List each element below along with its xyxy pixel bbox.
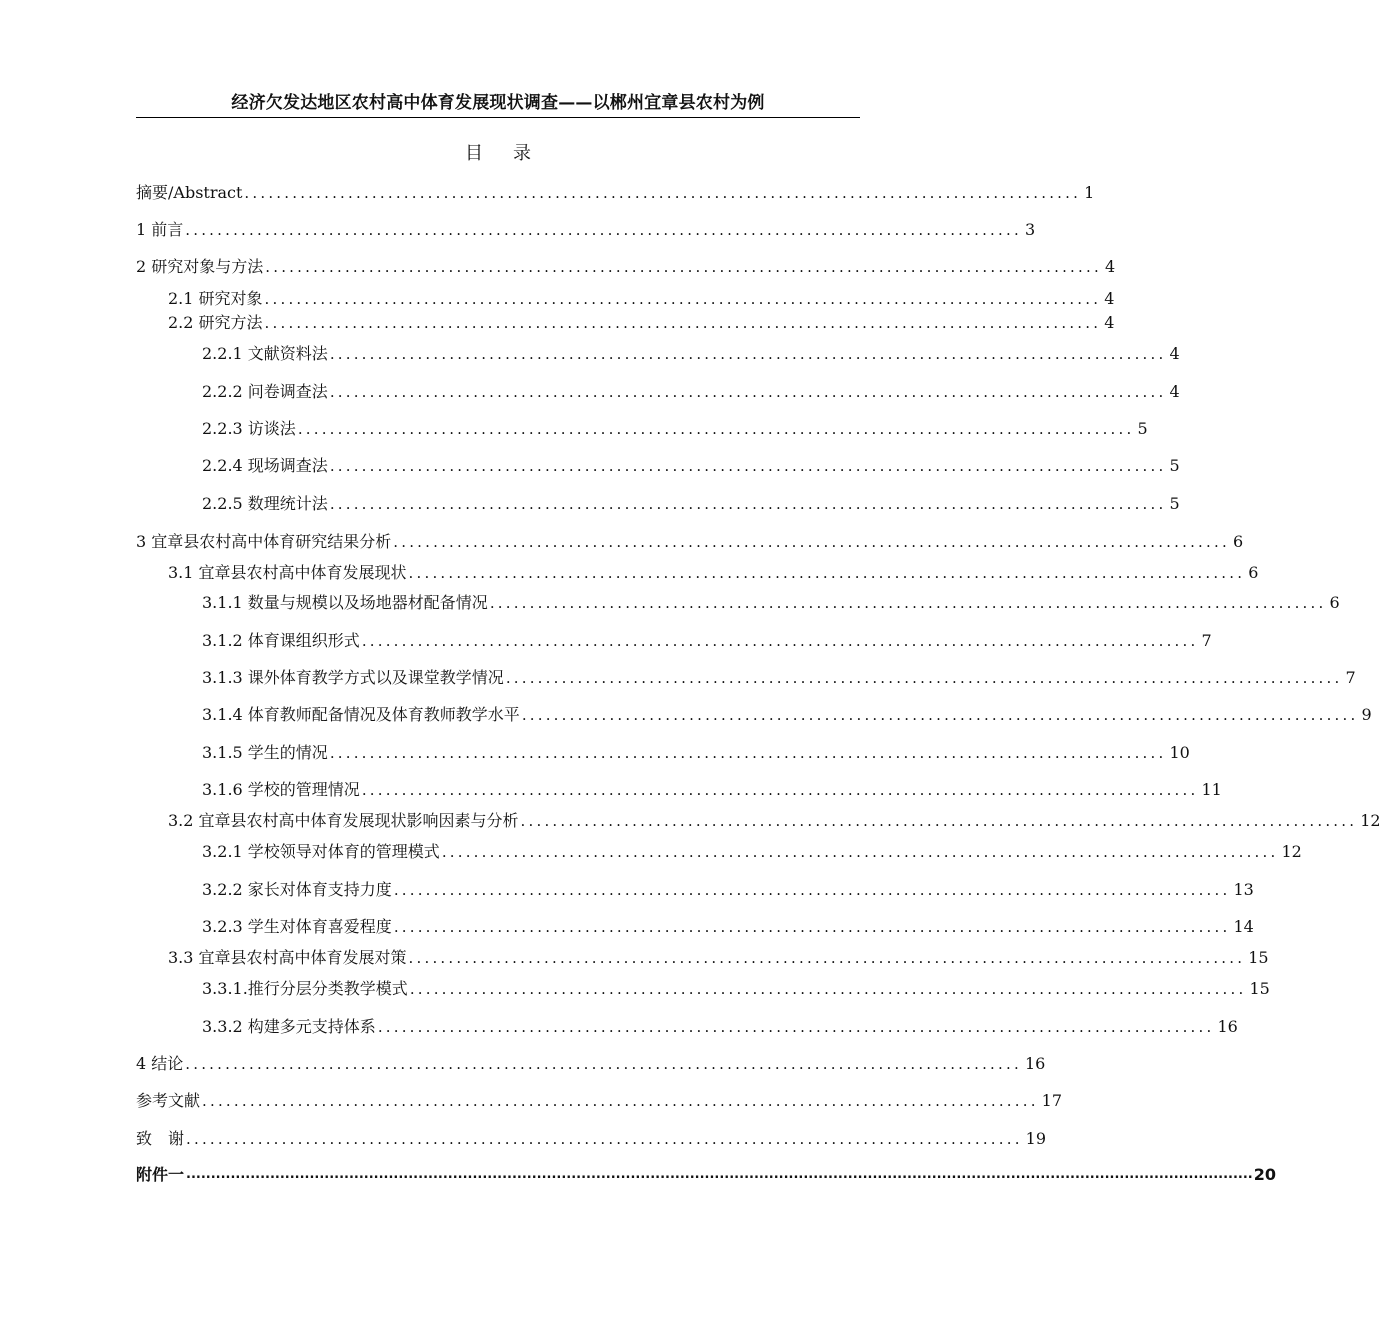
toc-entry-label: 3.1.2 体育课组织形式: [202, 631, 360, 650]
toc-entry-label: 3.1.1 数量与规模以及场地器材配备情况: [202, 593, 488, 612]
toc-entry-3-2-1[interactable]: [202, 839, 1302, 863]
toc-entry-2-2[interactable]: [168, 310, 1115, 334]
toc-entry-3-3-2[interactable]: [202, 1014, 1238, 1038]
toc-page-number: 4: [1169, 382, 1180, 401]
toc-entry-label: 3.2.1 学校领导对体育的管理模式: [202, 842, 440, 861]
toc-dot-leader: .........................................................................................................: [361, 632, 1199, 650]
toc-dot-leader: .........................................................................................................: [393, 881, 1231, 899]
toc-entry-label: 3 宜章县农村高中体育研究结果分析: [136, 532, 392, 551]
toc-dot-leader: .........................................................................................................: [505, 669, 1343, 687]
toc-entry-label: 3.3.1.推行分层分类教学模式: [202, 979, 408, 998]
toc-entry-4[interactable]: [136, 1051, 1046, 1075]
toc-entry-label: 附件一: [136, 1165, 185, 1184]
toc-entry-3-2-2[interactable]: [202, 877, 1254, 901]
toc-entry-abstract[interactable]: [136, 180, 1095, 204]
toc-page-number: 15: [1249, 979, 1270, 998]
toc-page-number: 9: [1361, 705, 1372, 724]
toc-entry-label: 参考文献: [136, 1091, 201, 1110]
toc-page-number: 12: [1360, 811, 1381, 830]
toc-entry-2-2-5[interactable]: [202, 491, 1180, 515]
toc-page-number: 1: [1084, 183, 1095, 202]
toc-entry-label: 摘要/Abstract: [136, 183, 243, 202]
toc-entry-3-1-3[interactable]: [202, 665, 1356, 689]
toc-entry-label: 4 结论: [136, 1054, 184, 1073]
toc-entry-label: 2.1 研究对象: [168, 289, 263, 308]
toc-page-number: 12: [1281, 842, 1302, 861]
toc-dot-leader: .........................................................................................................: [409, 980, 1247, 998]
toc-entry-label: 3.3 宜章县农村高中体育发展对策: [168, 948, 407, 967]
toc-dot-leader: .........................................................................................................: [393, 533, 1230, 551]
toc-page-number: 6: [1248, 563, 1259, 582]
toc-entry-1[interactable]: [136, 217, 1036, 241]
toc-dot-leader: .........................................................................................................: [329, 457, 1167, 475]
toc-entry-3-2[interactable]: [168, 808, 1381, 832]
toc-entry-label: 3.1 宜章县农村高中体育发展现状: [168, 563, 407, 582]
toc-entry-2-2-1[interactable]: [202, 341, 1180, 365]
toc-dot-leader: .........................................................................................................: [186, 1130, 1023, 1148]
toc-page-number: 10: [1169, 743, 1190, 762]
toc-page-number: 4: [1104, 257, 1116, 276]
toc-entry-2-2-2[interactable]: [202, 379, 1180, 403]
toc-entry-3[interactable]: [136, 529, 1244, 553]
toc-page-number: 20: [1253, 1165, 1276, 1184]
toc-entry-label: 3.1.3 课外体育教学方式以及课堂教学情况: [202, 668, 504, 687]
toc-dot-leader: .........................................................................................................: [361, 781, 1199, 799]
toc-dot-leader: .........................................................................................................: [264, 290, 1102, 308]
toc-dot-leader: .........................................................................................................: [408, 564, 1246, 582]
toc-entry-label: 2.2.5 数理统计法: [202, 494, 328, 513]
toc-page-number: 16: [1217, 1017, 1238, 1036]
toc-dot-leader: .........................................................................................................: [244, 184, 1082, 202]
toc-dot-leader: .........................................................................................................: [185, 1055, 1022, 1073]
toc-entry-label: 3.2.2 家长对体育支持力度: [202, 880, 392, 899]
toc-page-number: 14: [1233, 917, 1254, 936]
toc-page-number: 17: [1041, 1091, 1063, 1110]
toc-entry-3-3-1[interactable]: [202, 976, 1270, 1000]
toc-page-number: 3: [1024, 220, 1036, 239]
toc-page-number: 4: [1104, 289, 1115, 308]
toc-page-number: 7: [1201, 631, 1212, 650]
toc-dot-leader: .........................................................................................................: [329, 345, 1167, 363]
toc-page-number: 5: [1169, 494, 1180, 513]
toc-entry-appendix-1[interactable]: [136, 1162, 1276, 1186]
toc-entry-label: 3.2.3 学生对体育喜爱程度: [202, 917, 392, 936]
toc-page-number: 4: [1104, 313, 1115, 332]
toc-page-number: 19: [1025, 1129, 1047, 1148]
toc-entry-acknowledgements[interactable]: [136, 1126, 1047, 1150]
toc-entry-2-1[interactable]: [168, 286, 1115, 310]
toc-entry-3-1-2[interactable]: [202, 628, 1212, 652]
toc-entry-3-1-6[interactable]: [202, 777, 1222, 801]
toc-dot-leader: .........................................................................................................: [489, 594, 1327, 612]
toc-page-number: 16: [1024, 1054, 1046, 1073]
toc-page-number: 11: [1201, 780, 1222, 799]
toc-entry-2-2-4[interactable]: [202, 453, 1180, 477]
toc-dot-leader: .........................................................................................................: [329, 744, 1167, 762]
toc-entry-label: 3.1.4 体育教师配备情况及体育教师教学水平: [202, 705, 520, 724]
toc-entry-label: 3.3.2 构建多元支持体系: [202, 1017, 376, 1036]
toc-entry-3-1-4[interactable]: [202, 702, 1372, 726]
toc-dot-leader: .........................................................................................................: [521, 706, 1359, 724]
toc-entry-2[interactable]: [136, 254, 1116, 278]
toc-heading: 目录: [465, 143, 561, 164]
toc-entry-label: 3.1.5 学生的情况: [202, 743, 328, 762]
toc-entry-3-1[interactable]: [168, 560, 1259, 584]
toc-page-number: 5: [1137, 419, 1148, 438]
toc-entry-3-2-3[interactable]: [202, 914, 1254, 938]
toc-dot-leader: .........................................................................................................: [520, 812, 1358, 830]
toc-dot-leader: .........................................................................................................: [377, 1018, 1215, 1036]
toc-entry-label: 3.1.6 学校的管理情况: [202, 780, 360, 799]
toc-entry-label: 2.2 研究方法: [168, 313, 263, 332]
toc-entry-references[interactable]: [136, 1088, 1063, 1112]
header-rule: [136, 117, 860, 118]
toc-entry-label: 2 研究对象与方法: [136, 257, 264, 276]
toc-page-number: 13: [1233, 880, 1254, 899]
toc-page-number: 6: [1329, 593, 1340, 612]
document-header-title: 经济欠发达地区农村高中体育发展现状调查——以郴州宜章县农村为例: [231, 93, 765, 113]
toc-dot-leader: .........................................................................................................: [329, 495, 1167, 513]
toc-entry-label: 1 前言: [136, 220, 184, 239]
toc-dot-leader: .........................................................................................................: [264, 314, 1102, 332]
toc-entry-2-2-3[interactable]: [202, 416, 1148, 440]
toc-page-number: 7: [1345, 668, 1356, 687]
toc-entry-label: 2.2.2 问卷调查法: [202, 382, 328, 401]
toc-dot-leader: .........................................................................................................: [329, 383, 1167, 401]
toc-page-number: 15: [1248, 948, 1269, 967]
toc-entry-label: 2.2.4 现场调查法: [202, 456, 328, 475]
toc-dot-leader: .........................................................................................................: [265, 258, 1102, 276]
toc-entry-label: 3.2 宜章县农村高中体育发展现状影响因素与分析: [168, 811, 519, 830]
toc-dot-leader: .........................................................................................................: [297, 420, 1135, 438]
toc-dot-leader: .........................................................................................................: [441, 843, 1279, 861]
toc-entry-label: 致 谢: [136, 1129, 185, 1148]
toc-page-number: 6: [1232, 532, 1244, 551]
toc-page-number: 4: [1169, 344, 1180, 363]
toc-dot-leader: .........................................................................................................: [185, 221, 1022, 239]
toc-dot-leader: .........................................................................................................: [202, 1092, 1039, 1110]
toc-dot-leader: .........................................................................................................: [393, 918, 1231, 936]
toc-entry-3-1-1[interactable]: [202, 590, 1340, 614]
toc-dot-leader: ........................................................................................................................................................................................................................: [186, 1167, 1253, 1182]
toc-entry-label: 2.2.1 文献资料法: [202, 344, 328, 363]
toc-page-number: 5: [1169, 456, 1180, 475]
toc-entry-3-1-5[interactable]: [202, 740, 1190, 764]
toc-entry-3-3[interactable]: [168, 945, 1269, 969]
toc-dot-leader: .........................................................................................................: [408, 949, 1246, 967]
toc-entry-label: 2.2.3 访谈法: [202, 419, 296, 438]
